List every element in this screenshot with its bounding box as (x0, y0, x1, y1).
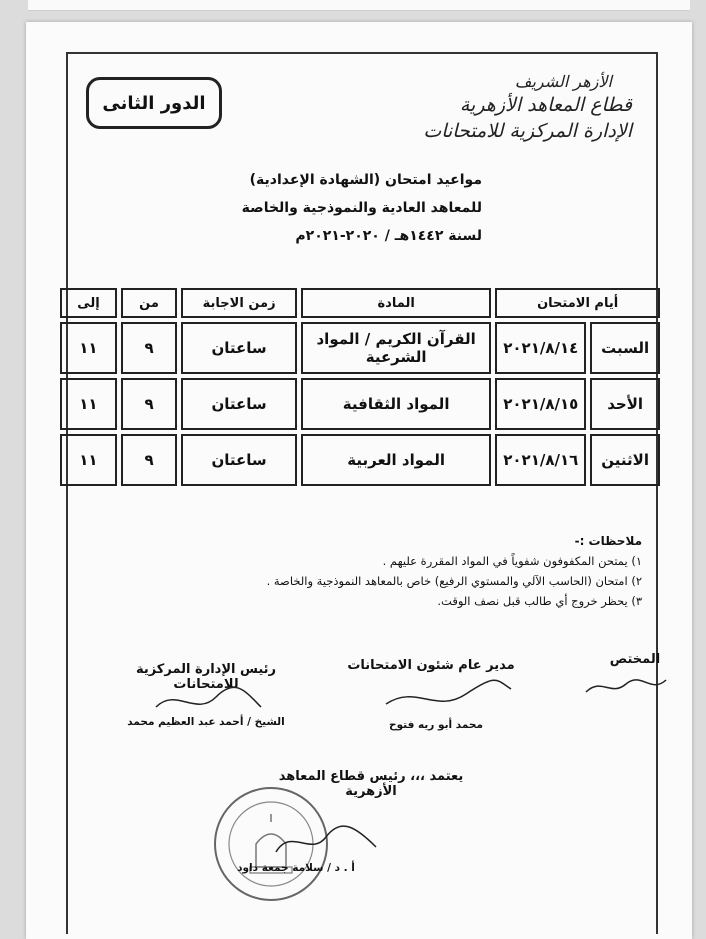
cell-date: ٢٠٢١/٨/١٦ (495, 434, 586, 486)
header-exam-days: أيام الامتحان (495, 288, 660, 318)
director-signature (376, 674, 516, 719)
org-line-2: قطاع المعاهد الأزهرية (459, 94, 632, 116)
cell-duration: ساعتان (181, 434, 297, 486)
cell-duration: ساعتان (181, 322, 297, 374)
header-duration: زمن الاجابة (181, 288, 297, 318)
note-item: ٣) يحظر خروج أي طالب قبل نصف الوقت. (437, 594, 642, 608)
table-row (60, 434, 660, 486)
exam-schedule-table (56, 284, 664, 490)
cell-to: ١١ (60, 434, 117, 486)
cell-subject: المواد الثقافية (301, 378, 491, 430)
cell-subject: المواد العربية (301, 434, 491, 486)
header-from: من (121, 288, 177, 318)
director-name: محمد أبو ريه فتوح (389, 719, 483, 731)
cell-subject: القرآن الكريم / المواد الشرعية (301, 322, 491, 374)
header-subject: المادة (301, 288, 491, 318)
approval-line: يعتمد ،،، رئيس قطاع المعاهد الأزهرية (278, 769, 464, 799)
cell-duration: ساعتان (181, 378, 297, 430)
note-item: ١) يمتحن المكفوفون شفوياً في المواد المقررة عليهم . (382, 554, 642, 568)
notes-title: ملاحظات :- (574, 534, 642, 548)
specialist-signature (581, 672, 671, 702)
cell-day: الاثنين (590, 434, 660, 486)
table-row (60, 378, 660, 430)
cell-date: ٢٠٢١/٨/١٤ (495, 322, 586, 374)
approval-name: أ . د / سلامة جمعة داود (237, 862, 355, 874)
org-line-3: الإدارة المركزية للامتحانات (423, 120, 632, 142)
title-line-3: لسنة ١٤٤٢هـ / ٢٠٢٠-٢٠٢١م (295, 228, 482, 244)
director-title: مدير عام شئون الامتحانات (347, 658, 515, 673)
cell-from: ٩ (121, 378, 177, 430)
cell-to: ١١ (60, 378, 117, 430)
specialist-title: المختص (609, 652, 661, 667)
table-header-row (60, 288, 660, 318)
cell-day: الأحد (590, 378, 660, 430)
head-name: الشيخ / أحمد عبد العظيم محمد (127, 716, 285, 728)
previous-page-edge (28, 0, 690, 11)
cell-date: ٢٠٢١/٨/١٥ (495, 378, 586, 430)
cell-from: ٩ (121, 322, 177, 374)
cell-from: ٩ (121, 434, 177, 486)
title-line-2: للمعاهد العادية والنموذجية والخاصة (241, 200, 482, 216)
table-row (60, 322, 660, 374)
approval-signature (266, 817, 386, 867)
head-title: رئيس الإدارة المركزية للامتحانات (135, 662, 277, 692)
title-line-1: مواعيد امتحان (الشهادة الإعدادية) (249, 172, 482, 188)
header-to: إلى (60, 288, 117, 318)
document-page (26, 22, 692, 939)
note-item: ٢) امتحان (الحاسب الآلي والمستوي الرفيع) خاص بالمعاهد النموذجية والخاصة . (266, 574, 642, 588)
cell-day: السبت (590, 322, 660, 374)
notes-section (82, 534, 642, 608)
org-line-1: الأزهر الشريف (514, 72, 612, 91)
round-label-box: الدور الثانى (86, 77, 222, 129)
cell-to: ١١ (60, 322, 117, 374)
